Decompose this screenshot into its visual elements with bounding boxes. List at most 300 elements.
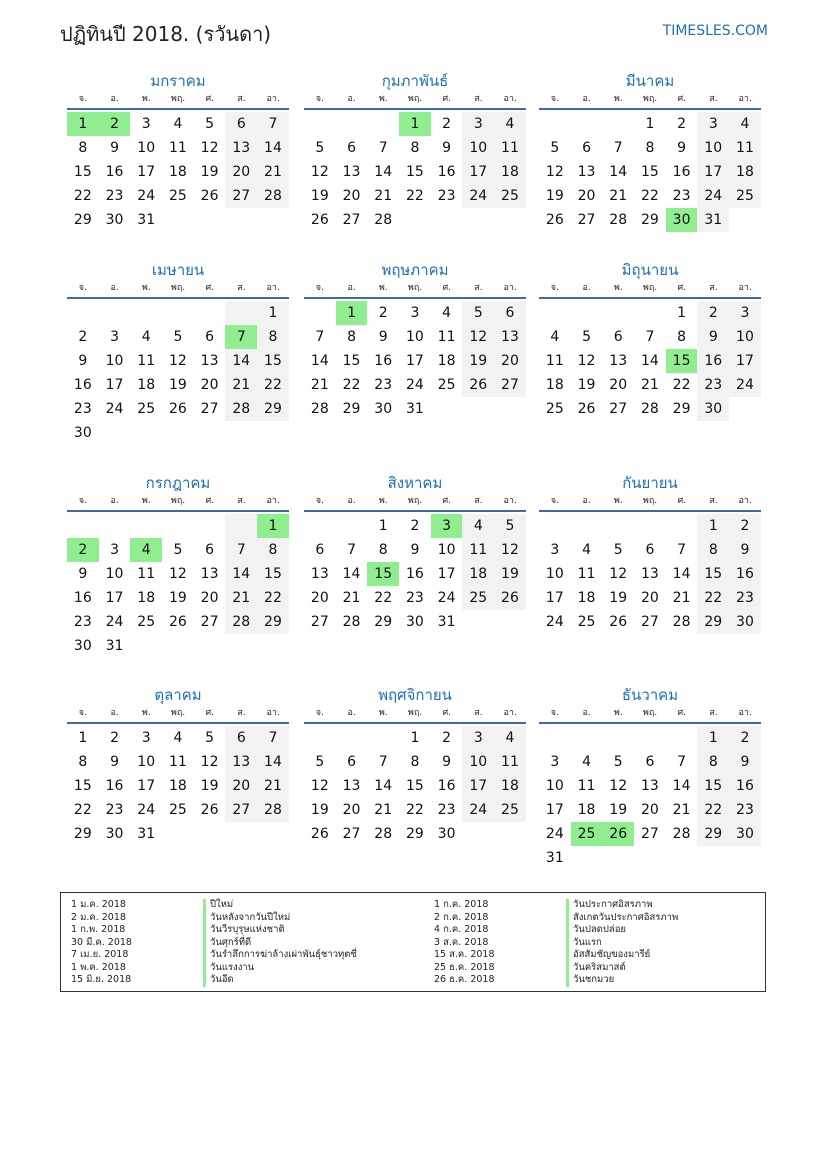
day-cell: 17 bbox=[137, 164, 156, 180]
weekday-label: อา. bbox=[503, 708, 517, 718]
day-cell: 3 bbox=[141, 116, 151, 132]
day-cell: 27 bbox=[225, 798, 257, 822]
month-block bbox=[304, 684, 526, 846]
day-cell: 11 bbox=[137, 353, 156, 369]
day-cell: 27 bbox=[200, 614, 219, 630]
day-cell: 2 bbox=[67, 538, 99, 562]
day-cell: 4 bbox=[173, 730, 183, 746]
day-cell: 7 bbox=[257, 112, 289, 136]
weekday-label: อา. bbox=[266, 94, 280, 104]
day-cell: 26 bbox=[545, 212, 564, 228]
day-cell: 2 bbox=[78, 329, 88, 345]
day-cell: 3 bbox=[110, 329, 119, 345]
weekday-label: อ. bbox=[347, 708, 356, 718]
day-cell: 16 bbox=[437, 164, 456, 180]
holiday-date: 15 ส.ค. 2018 bbox=[434, 949, 495, 960]
empty-day-cell bbox=[162, 208, 194, 232]
day-cell: 19 bbox=[609, 802, 628, 818]
weekday-label: ส. bbox=[237, 283, 246, 293]
month-name: กุมภาพันธ์ bbox=[381, 72, 449, 90]
day-cell: 20 bbox=[225, 774, 257, 798]
month-name: มกราคม bbox=[150, 72, 206, 90]
day-cell: 18 bbox=[462, 562, 494, 586]
day-cell: 20 bbox=[310, 590, 329, 606]
weekday-label: พฤ. bbox=[407, 94, 423, 104]
holiday-date: 7 เม.ย. 2018 bbox=[71, 949, 129, 960]
empty-day-cell bbox=[666, 846, 698, 870]
day-cell: 26 bbox=[577, 401, 596, 417]
day-cell: 7 bbox=[613, 140, 623, 156]
site-link[interactable]: TIMESLES.COM bbox=[662, 23, 768, 39]
empty-day-cell bbox=[99, 514, 131, 538]
weekday-label: อ. bbox=[110, 94, 119, 104]
empty-day-cell bbox=[99, 421, 131, 445]
day-cell: 26 bbox=[168, 401, 187, 417]
day-cell: 20 bbox=[342, 188, 361, 204]
day-cell: 5 bbox=[462, 301, 494, 325]
month-block bbox=[304, 472, 526, 634]
day-cell: 27 bbox=[640, 614, 659, 630]
weekday-label: อา. bbox=[503, 94, 517, 104]
day-cell: 4 bbox=[141, 329, 151, 345]
day-cell: 17 bbox=[545, 590, 564, 606]
weekday-header bbox=[539, 706, 761, 724]
day-cell: 15 bbox=[405, 164, 424, 180]
weekday-label: พฤ. bbox=[642, 283, 658, 293]
day-cell: 9 bbox=[697, 325, 729, 349]
day-cell: 16 bbox=[105, 164, 124, 180]
day-cell: 14 bbox=[225, 562, 257, 586]
day-cell: 28 bbox=[225, 610, 257, 634]
day-cell: 17 bbox=[437, 566, 456, 582]
day-cell: 21 bbox=[257, 774, 289, 798]
day-grid bbox=[67, 301, 289, 445]
empty-day-cell bbox=[162, 301, 194, 325]
holiday-name: สังเกตวันประกาศอิสรภาพ bbox=[566, 912, 678, 925]
day-cell: 25 bbox=[168, 188, 187, 204]
day-cell: 7 bbox=[677, 542, 687, 558]
day-cell: 28 bbox=[310, 401, 329, 417]
day-cell: 9 bbox=[110, 140, 119, 156]
empty-day-cell bbox=[336, 112, 368, 136]
day-cell: 19 bbox=[577, 377, 596, 393]
day-grid bbox=[304, 301, 526, 421]
empty-day-cell bbox=[602, 112, 634, 136]
day-cell: 1 bbox=[336, 301, 368, 325]
day-cell: 10 bbox=[105, 353, 124, 369]
empty-day-cell bbox=[257, 634, 289, 658]
weekday-label: อา. bbox=[266, 496, 280, 506]
day-cell: 19 bbox=[494, 562, 526, 586]
day-cell: 2 bbox=[729, 726, 761, 750]
day-cell: 5 bbox=[205, 730, 215, 746]
day-cell: 12 bbox=[609, 566, 628, 582]
day-cell: 16 bbox=[105, 778, 124, 794]
day-cell: 5 bbox=[550, 140, 560, 156]
empty-day-cell bbox=[336, 726, 368, 750]
day-cell: 15 bbox=[73, 164, 92, 180]
day-cell: 16 bbox=[729, 774, 761, 798]
day-cell: 8 bbox=[78, 754, 88, 770]
day-cell: 13 bbox=[609, 353, 628, 369]
day-cell: 12 bbox=[577, 353, 596, 369]
day-cell: 24 bbox=[137, 802, 156, 818]
empty-day-cell bbox=[634, 514, 666, 538]
day-cell: 29 bbox=[405, 826, 424, 842]
day-cell: 30 bbox=[697, 397, 729, 421]
weekday-label: พฤ. bbox=[170, 708, 186, 718]
day-cell: 2 bbox=[729, 514, 761, 538]
day-cell: 19 bbox=[310, 802, 329, 818]
day-cell: 3 bbox=[462, 726, 494, 750]
day-cell: 3 bbox=[110, 542, 119, 558]
day-cell: 20 bbox=[225, 160, 257, 184]
day-cell: 22 bbox=[257, 373, 289, 397]
day-cell: 22 bbox=[640, 188, 659, 204]
day-grid bbox=[539, 301, 761, 421]
weekday-label: ส. bbox=[709, 708, 718, 718]
day-cell: 6 bbox=[205, 329, 215, 345]
day-cell: 8 bbox=[645, 140, 655, 156]
day-cell: 10 bbox=[405, 329, 424, 345]
day-cell: 31 bbox=[405, 401, 424, 417]
day-cell: 11 bbox=[729, 136, 761, 160]
holiday-name: วันประกาศอิสรภาพ bbox=[566, 899, 678, 912]
day-cell: 20 bbox=[342, 802, 361, 818]
day-cell: 21 bbox=[672, 802, 691, 818]
weekday-label: พ. bbox=[613, 708, 623, 718]
weekday-label: อา. bbox=[738, 496, 752, 506]
day-cell: 14 bbox=[374, 778, 393, 794]
weekday-label: อา. bbox=[738, 708, 752, 718]
day-cell: 9 bbox=[78, 353, 88, 369]
weekday-header bbox=[304, 494, 526, 512]
day-cell: 12 bbox=[310, 164, 329, 180]
empty-day-cell bbox=[602, 301, 634, 325]
day-cell: 31 bbox=[697, 208, 729, 232]
empty-day-cell bbox=[304, 112, 336, 136]
day-cell: 19 bbox=[310, 188, 329, 204]
day-cell: 29 bbox=[73, 212, 92, 228]
day-cell: 15 bbox=[697, 774, 729, 798]
day-cell: 13 bbox=[577, 164, 596, 180]
day-cell: 17 bbox=[105, 590, 124, 606]
day-cell: 3 bbox=[697, 112, 729, 136]
day-cell: 30 bbox=[729, 610, 761, 634]
day-cell: 6 bbox=[613, 329, 623, 345]
empty-day-cell bbox=[225, 822, 257, 846]
empty-day-cell bbox=[494, 208, 526, 232]
day-cell: 31 bbox=[137, 826, 156, 842]
day-cell: 18 bbox=[494, 774, 526, 798]
day-cell: 1 bbox=[399, 112, 431, 136]
day-cell: 1 bbox=[697, 726, 729, 750]
day-cell: 17 bbox=[105, 377, 124, 393]
day-cell: 10 bbox=[462, 136, 494, 160]
empty-day-cell bbox=[494, 822, 526, 846]
day-cell: 6 bbox=[205, 542, 215, 558]
day-cell: 5 bbox=[173, 329, 183, 345]
empty-day-cell bbox=[257, 421, 289, 445]
day-cell: 5 bbox=[173, 542, 183, 558]
holiday-date: 2 ก.ค. 2018 bbox=[434, 911, 489, 923]
day-cell: 18 bbox=[577, 590, 596, 606]
day-cell: 9 bbox=[410, 542, 420, 558]
day-cell: 12 bbox=[200, 140, 219, 156]
day-cell: 10 bbox=[137, 140, 156, 156]
day-cell: 29 bbox=[672, 401, 691, 417]
day-cell: 7 bbox=[378, 754, 388, 770]
holiday-name: วันอีด bbox=[203, 974, 357, 987]
day-cell: 2 bbox=[110, 730, 119, 746]
day-cell: 19 bbox=[545, 188, 564, 204]
empty-day-cell bbox=[162, 634, 194, 658]
weekday-header bbox=[67, 706, 289, 724]
empty-day-cell bbox=[130, 634, 162, 658]
day-cell: 20 bbox=[640, 590, 659, 606]
weekday-label: พ. bbox=[378, 283, 388, 293]
weekday-label: พฤ. bbox=[407, 283, 423, 293]
day-cell: 28 bbox=[609, 212, 628, 228]
weekday-label: ศ. bbox=[442, 283, 452, 293]
day-cell: 30 bbox=[666, 208, 698, 232]
day-cell: 25 bbox=[137, 614, 156, 630]
weekday-label: อ. bbox=[347, 94, 356, 104]
day-cell: 4 bbox=[130, 538, 162, 562]
empty-day-cell bbox=[494, 610, 526, 634]
day-cell: 24 bbox=[729, 373, 761, 397]
day-cell: 1 bbox=[78, 730, 88, 746]
day-cell: 27 bbox=[225, 184, 257, 208]
day-cell: 22 bbox=[73, 802, 92, 818]
day-cell: 28 bbox=[640, 401, 659, 417]
empty-day-cell bbox=[162, 421, 194, 445]
day-cell: 31 bbox=[437, 614, 456, 630]
weekday-label: ศ. bbox=[442, 708, 452, 718]
month-name: มิถุนายน bbox=[621, 261, 679, 279]
day-cell: 15 bbox=[640, 164, 659, 180]
day-cell: 31 bbox=[105, 638, 124, 654]
holiday-name: วันแรงงาน bbox=[203, 962, 357, 975]
day-cell: 3 bbox=[550, 542, 560, 558]
weekday-label: ส. bbox=[237, 708, 246, 718]
day-cell: 25 bbox=[577, 614, 596, 630]
day-cell: 28 bbox=[342, 614, 361, 630]
day-cell: 2 bbox=[442, 730, 452, 746]
day-cell: 22 bbox=[73, 188, 92, 204]
day-cell: 6 bbox=[645, 754, 655, 770]
day-cell: 13 bbox=[200, 566, 219, 582]
weekday-label: พฤ. bbox=[642, 496, 658, 506]
day-cell: 25 bbox=[545, 401, 564, 417]
empty-day-cell bbox=[602, 514, 634, 538]
day-cell: 14 bbox=[672, 778, 691, 794]
day-cell: 21 bbox=[257, 160, 289, 184]
month-block bbox=[539, 259, 761, 421]
month-block bbox=[304, 70, 526, 232]
day-cell: 29 bbox=[73, 826, 92, 842]
day-grid bbox=[67, 112, 289, 232]
day-cell: 15 bbox=[697, 562, 729, 586]
month-block bbox=[67, 472, 289, 658]
day-cell: 14 bbox=[257, 750, 289, 774]
month-name: ธันวาคม bbox=[621, 686, 679, 704]
weekday-label: พ. bbox=[141, 496, 151, 506]
day-cell: 9 bbox=[677, 140, 687, 156]
day-cell: 9 bbox=[442, 754, 452, 770]
weekday-label: พ. bbox=[613, 94, 623, 104]
empty-day-cell bbox=[634, 846, 666, 870]
day-cell: 21 bbox=[374, 188, 393, 204]
day-cell: 2 bbox=[99, 112, 131, 136]
holiday-name: วันปลดปล่อย bbox=[566, 924, 678, 937]
day-cell: 30 bbox=[729, 822, 761, 846]
empty-day-cell bbox=[539, 726, 571, 750]
day-cell: 26 bbox=[602, 822, 634, 846]
weekday-header bbox=[304, 706, 526, 724]
day-cell: 26 bbox=[310, 826, 329, 842]
empty-day-cell bbox=[225, 301, 257, 325]
day-cell: 9 bbox=[729, 538, 761, 562]
month-block bbox=[539, 472, 761, 634]
weekday-header bbox=[304, 281, 526, 299]
day-cell: 17 bbox=[405, 353, 424, 369]
day-cell: 29 bbox=[342, 401, 361, 417]
day-cell: 13 bbox=[310, 566, 329, 582]
day-cell: 8 bbox=[78, 140, 88, 156]
day-cell: 29 bbox=[697, 822, 729, 846]
day-cell: 16 bbox=[672, 164, 691, 180]
empty-day-cell bbox=[462, 397, 494, 421]
day-cell: 22 bbox=[697, 586, 729, 610]
day-cell: 1 bbox=[410, 730, 420, 746]
day-cell: 4 bbox=[550, 329, 560, 345]
empty-day-cell bbox=[462, 822, 494, 846]
day-cell: 12 bbox=[168, 353, 187, 369]
day-cell: 10 bbox=[105, 566, 124, 582]
day-cell: 10 bbox=[437, 542, 456, 558]
month-name: สิงหาคม bbox=[387, 474, 443, 492]
day-cell: 30 bbox=[73, 638, 92, 654]
day-cell: 22 bbox=[697, 798, 729, 822]
day-cell: 15 bbox=[666, 349, 698, 373]
weekday-label: ศ. bbox=[677, 94, 687, 104]
day-cell: 24 bbox=[137, 188, 156, 204]
holiday-date: 30 มี.ค. 2018 bbox=[71, 936, 132, 948]
weekday-label: อ. bbox=[110, 496, 119, 506]
empty-day-cell bbox=[194, 208, 226, 232]
weekday-label: พ. bbox=[378, 496, 388, 506]
weekday-label: ส. bbox=[709, 283, 718, 293]
day-cell: 19 bbox=[609, 590, 628, 606]
day-cell: 2 bbox=[697, 301, 729, 325]
day-cell: 12 bbox=[609, 778, 628, 794]
day-cell: 22 bbox=[342, 377, 361, 393]
weekday-label: จ. bbox=[78, 496, 87, 506]
day-cell: 5 bbox=[315, 754, 325, 770]
day-cell: 4 bbox=[494, 112, 526, 136]
empty-day-cell bbox=[634, 726, 666, 750]
weekday-header bbox=[67, 494, 289, 512]
day-cell: 10 bbox=[545, 566, 564, 582]
day-cell: 5 bbox=[582, 329, 591, 345]
day-cell: 22 bbox=[672, 377, 691, 393]
day-grid bbox=[539, 112, 761, 232]
holiday-date: 15 มิ.ย. 2018 bbox=[71, 974, 132, 985]
day-cell: 12 bbox=[200, 754, 219, 770]
empty-day-cell bbox=[697, 846, 729, 870]
empty-day-cell bbox=[399, 208, 431, 232]
day-cell: 25 bbox=[168, 802, 187, 818]
day-grid bbox=[539, 726, 761, 870]
day-cell: 22 bbox=[374, 590, 393, 606]
day-cell: 26 bbox=[609, 614, 628, 630]
weekday-label: พฤ. bbox=[170, 496, 186, 506]
day-cell: 6 bbox=[347, 140, 356, 156]
empty-day-cell bbox=[666, 514, 698, 538]
day-cell: 18 bbox=[729, 160, 761, 184]
weekday-label: อ. bbox=[347, 496, 356, 506]
day-cell: 26 bbox=[200, 188, 219, 204]
holiday-name: วันวีรบุรุษแห่งชาติ bbox=[203, 924, 357, 937]
day-cell: 21 bbox=[609, 188, 628, 204]
weekday-label: ศ. bbox=[205, 496, 215, 506]
day-cell: 14 bbox=[342, 566, 361, 582]
empty-day-cell bbox=[539, 112, 571, 136]
empty-day-cell bbox=[729, 397, 761, 421]
day-cell: 20 bbox=[494, 349, 526, 373]
holiday-date: 4 ก.ค. 2018 bbox=[434, 924, 489, 935]
day-cell: 19 bbox=[168, 377, 187, 393]
holiday-date: 26 ธ.ค. 2018 bbox=[434, 974, 495, 985]
weekday-label: พ. bbox=[141, 283, 151, 293]
weekday-label: ศ. bbox=[442, 496, 452, 506]
day-cell: 22 bbox=[405, 802, 424, 818]
day-cell: 19 bbox=[168, 590, 187, 606]
holiday-name: วันชกมวย bbox=[566, 974, 678, 987]
day-cell: 11 bbox=[462, 538, 494, 562]
day-cell: 1 bbox=[378, 518, 388, 534]
day-cell: 18 bbox=[168, 778, 187, 794]
day-cell: 10 bbox=[462, 750, 494, 774]
day-cell: 13 bbox=[640, 566, 659, 582]
month-block bbox=[539, 70, 761, 232]
day-cell: 23 bbox=[672, 188, 691, 204]
holiday-date: 1 ก.พ. 2018 bbox=[71, 924, 126, 935]
day-cell: 27 bbox=[577, 212, 596, 228]
empty-day-cell bbox=[225, 634, 257, 658]
day-cell: 14 bbox=[225, 349, 257, 373]
month-name: พฤศจิกายน bbox=[378, 686, 452, 704]
weekday-label: ศ. bbox=[205, 283, 215, 293]
empty-day-cell bbox=[336, 514, 368, 538]
holiday-date: 25 ธ.ค. 2018 bbox=[434, 961, 495, 973]
day-cell: 10 bbox=[545, 778, 564, 794]
day-cell: 7 bbox=[677, 754, 687, 770]
holiday-list bbox=[60, 892, 766, 992]
weekday-label: ศ. bbox=[677, 283, 687, 293]
empty-day-cell bbox=[130, 301, 162, 325]
day-cell: 14 bbox=[310, 353, 329, 369]
day-cell: 25 bbox=[494, 798, 526, 822]
day-cell: 7 bbox=[225, 538, 257, 562]
day-cell: 11 bbox=[494, 750, 526, 774]
day-cell: 23 bbox=[405, 590, 424, 606]
empty-day-cell bbox=[304, 301, 336, 325]
weekday-label: จ. bbox=[550, 496, 559, 506]
weekday-label: พ. bbox=[141, 94, 151, 104]
weekday-label: อ. bbox=[347, 283, 356, 293]
